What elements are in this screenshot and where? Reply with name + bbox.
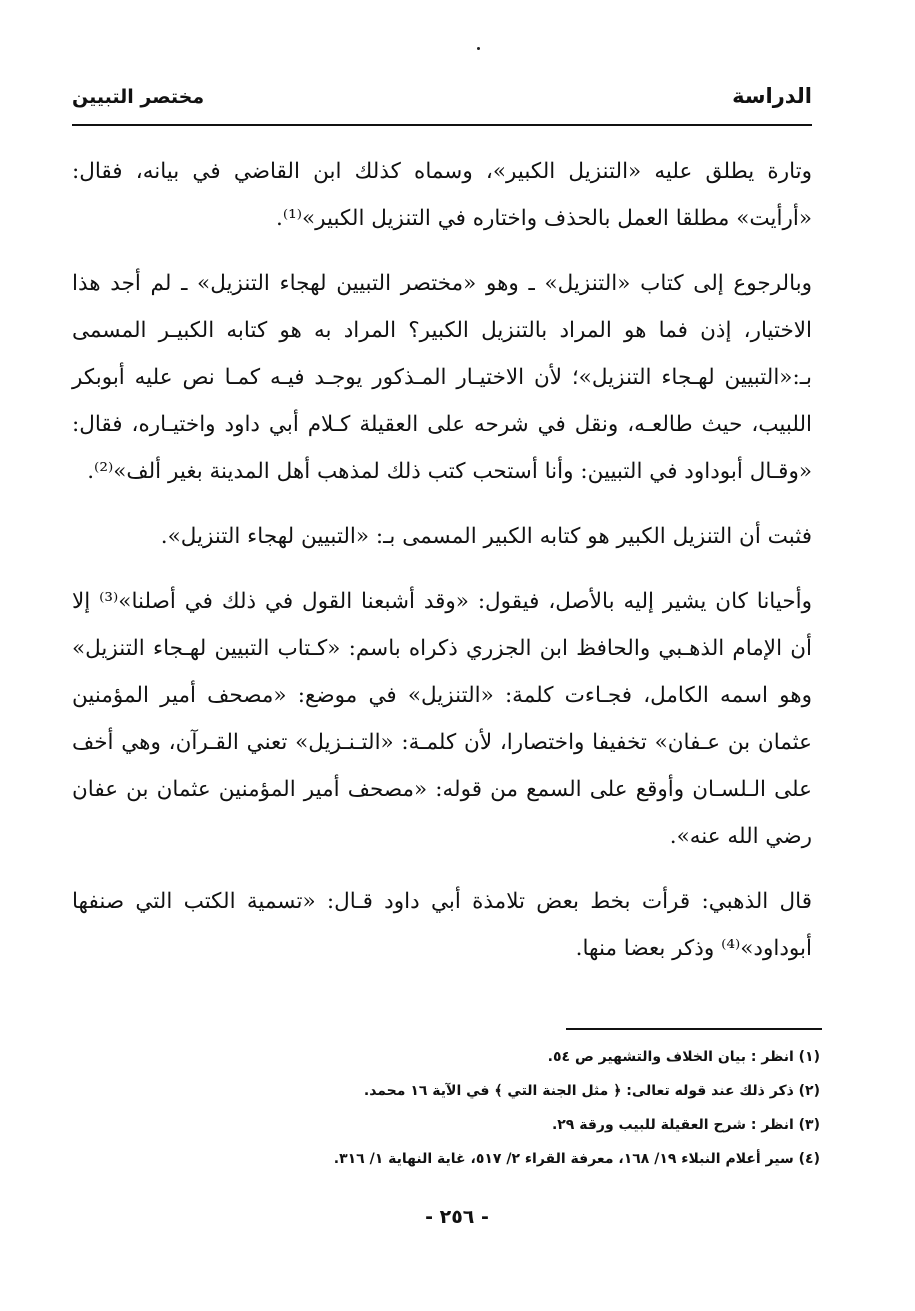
footnote-item: (٢) ذكر ذلك عند قوله تعالى: ﴿ مثل الجنة التي ﴾ في الآية ١٦ محمد.: [363, 1083, 820, 1099]
footnote-item: (٣) انظر : شرح العقيلة للبيب ورقة ٢٩.: [551, 1117, 820, 1133]
footnotes: [120, 1040, 820, 1176]
header-rule: [72, 124, 812, 126]
paragraph: قال الذهبي: قرأت بخط بعض تلامذة أبي داود قـال: «تسمية الكتب التي صنفها أبوداود»⁽⁴⁾ وذكر بعضا منها.: [72, 889, 812, 961]
main-text: [72, 148, 812, 990]
section-title: الدراسة: [732, 84, 812, 108]
footnote-item: (٤) سير أعلام النبلاء ١٩/ ١٦٨، معرفة القراء ٢/ ٥١٧، غاية النهاية ١/ ٣١٦.: [333, 1151, 820, 1167]
page-number: - ٢٥٦ -: [425, 1206, 489, 1228]
top-ornament-dot: [477, 47, 480, 50]
paragraph: فثبت أن التنزيل الكبير هو كتابه الكبير المسمى بـ: «التبيين لهجاء التنزيل».: [160, 524, 812, 549]
footnote-item: (١) انظر : بيان الخلاف والتشهير ص ٥٤.: [547, 1049, 820, 1065]
paragraph: وأحيانا كان يشير إليه بالأصل، فيقول: «وقد أشبعنا القول في ذلك في أصلنا»⁽³⁾ إلا أن الإمام الذهـبي والحافظ ابن الجزري ذكراه باسم: «كـتاب التبيين لهـجاء التنزيل» وهو اسمه الكامل، فجـاءت كلمة: «التنزيل» في موضع: «مصحف أمير المؤمنين عثمان بن عـفان» تخفيفا واختصارا، لأن كلمـة: «التـنـزيل» تعني القـرآن، وهي أخف على الـلسـان وأوقع على السمع من قوله: «مصحف أمير المؤمنين عثمان بن عفان رضي الله عنه».: [72, 589, 812, 849]
paragraph: وتارة يطلق عليه «التنزيل الكبير»، وسماه كذلك ابن القاضي في بيانه، فقال: «أرأيت» مطلقا العمل بالحذف واختاره في التنزيل الكبير»⁽¹⁾.: [72, 159, 812, 231]
paragraph: وبالرجوع إلى كتاب «التنزيل» ـ وهو «مختصر التبيين لهجاء التنزيل» ـ لم أجد هذا الاختيار، إذن فما هو المراد بالتنزيل الكبير؟ المراد به هو كتابه الكبيـر المسمى بـ:«التبيين لهـجاء التنزيل»؛ لأن الاختيـار المـذكور يوجـد فيـه كمـا نص عليه أبوبكر اللبيب، حيث طالعـه، ونقل في شرحه على العقيلة كـلام أبي داود واختيـاره، فقال: «وقـال أبوداود في التبيين: وأنا أستحب كتب ذلك لمذهب أهل المدينة بغير ألف»⁽²⁾.: [72, 271, 812, 484]
book-title: مختصر التبيين: [72, 86, 205, 108]
running-head: [72, 84, 812, 118]
footnote-rule: [566, 1028, 822, 1030]
